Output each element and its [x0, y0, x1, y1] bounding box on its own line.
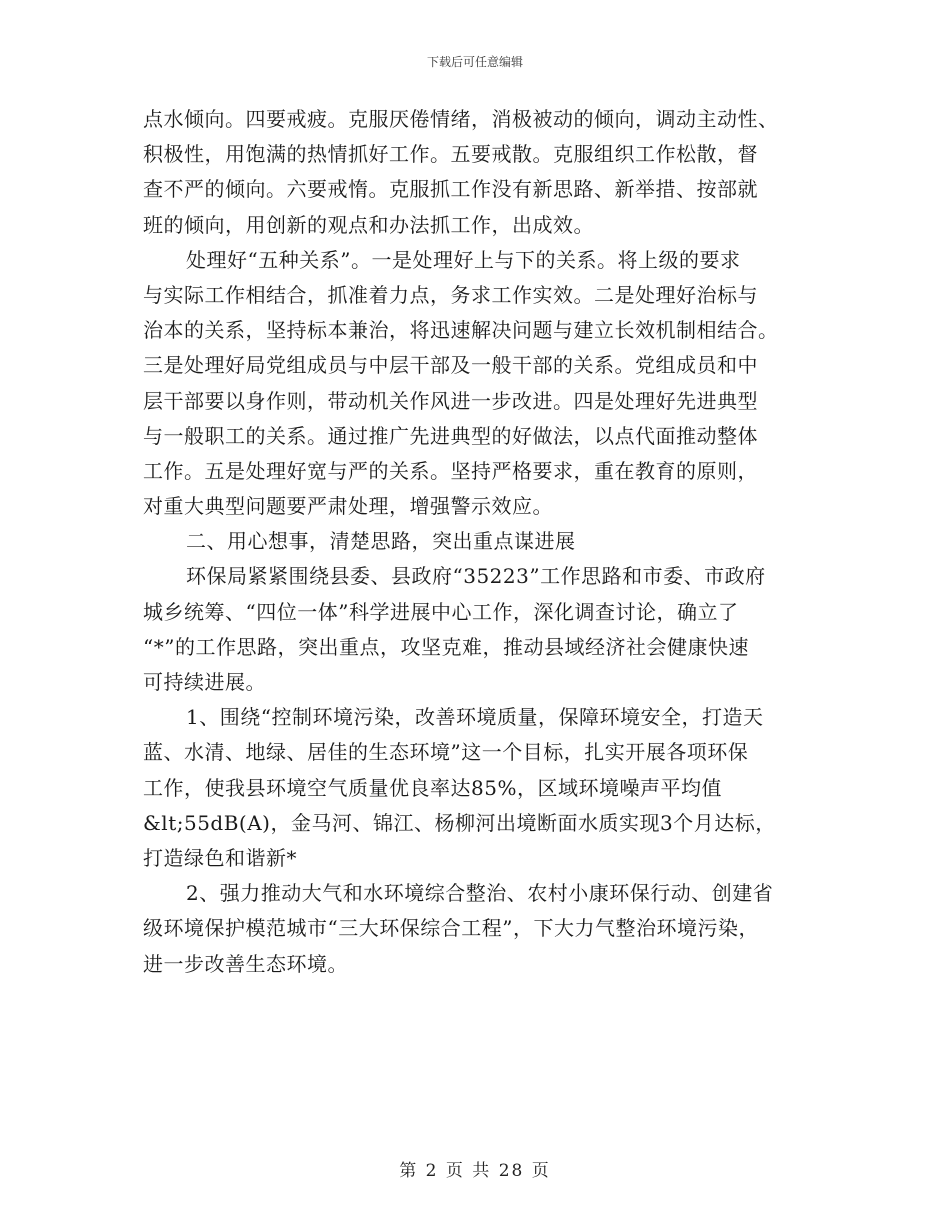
text-line: 三是处理好局党组成员与中层干部及一般干部的关系。党组成员和中 [143, 353, 758, 378]
page-header: 下载后可任意编辑 [426, 55, 523, 69]
text-line: 对重大典型问题要严肃处理，增强警示效应。 [143, 494, 553, 519]
text-line: 工作，使我县环境空气质量优良率达85%，区域环境噪声平均值 [143, 775, 722, 800]
paragraph-start-line: 2、强力推动大气和水环境综合整治、农村小康环保行动、创建省 [186, 881, 774, 906]
text-line: 城乡统筹、“四位一体”科学进展中心工作，深化调查讨论，确立了 [143, 599, 739, 624]
paragraph-start-line: 1、围绕“控制环境污染，改善环境质量，保障环境安全，打造天 [186, 705, 764, 730]
page-footer: 第 2 页 共 28 页 [399, 1161, 551, 1181]
text-line: 打造绿色和谐新* [143, 845, 297, 870]
text-line: 治本的关系，坚持标本兼治，将迅速解决问题与建立长效机制相结合。 [143, 318, 779, 343]
text-line: 蓝、水清、地绿、居佳的生态环境”这一个目标，扎实开展各项环保 [143, 740, 749, 765]
text-line: 层干部要以身作则，带动机关作风进一步改进。四是处理好先进典型 [143, 388, 758, 413]
text-line: 可持续进展。 [143, 670, 266, 694]
paragraph-start-line: 处理好“五种关系”。一是处理好上与下的关系。将上级的要求 [186, 247, 741, 272]
text-line: 与实际工作相结合，抓准着力点，务求工作实效。二是处理好治标与 [143, 282, 758, 307]
text-line: 点水倾向。四要戒疲。克服厌倦情绪，消极被动的倾向，调动主动性、 [143, 107, 779, 131]
text-line: 工作。五是处理好宽与严的关系。坚持严格要求，重在教育的原则， [143, 458, 758, 483]
text-line: 级环境保护模范城市“三大环保综合工程”，下大力气整治环境污染， [143, 916, 759, 941]
section-heading: 二、用心想事，清楚思路，突出重点谋进展 [186, 529, 576, 554]
text-line: &lt;55dB(A)，金马河、锦江、杨柳河出境断面水质实现3个月达标， [143, 810, 776, 835]
text-line: 积极性，用饱满的热情抓好工作。五要戒散。克服组织工作松散，督 [143, 142, 758, 167]
paragraph-start-line: 环保局紧紧围绕县委、县政府“35223”工作思路和市委、市政府 [186, 564, 766, 589]
document-body [143, 102, 813, 982]
text-line: 与一般职工的关系。通过推广先进典型的好做法，以点代面推动整体 [143, 423, 758, 448]
text-line: 查不严的倾向。六要戒惰。克服抓工作没有新思路、新举措、按部就 [143, 177, 758, 202]
text-line: 班的倾向，用创新的观点和办法抓工作，出成效。 [143, 212, 594, 237]
text-line: “*”的工作思路，突出重点，攻坚克难，推动县域经济社会健康快速 [143, 634, 749, 659]
text-line: 进一步改善生态环境。 [143, 951, 348, 976]
